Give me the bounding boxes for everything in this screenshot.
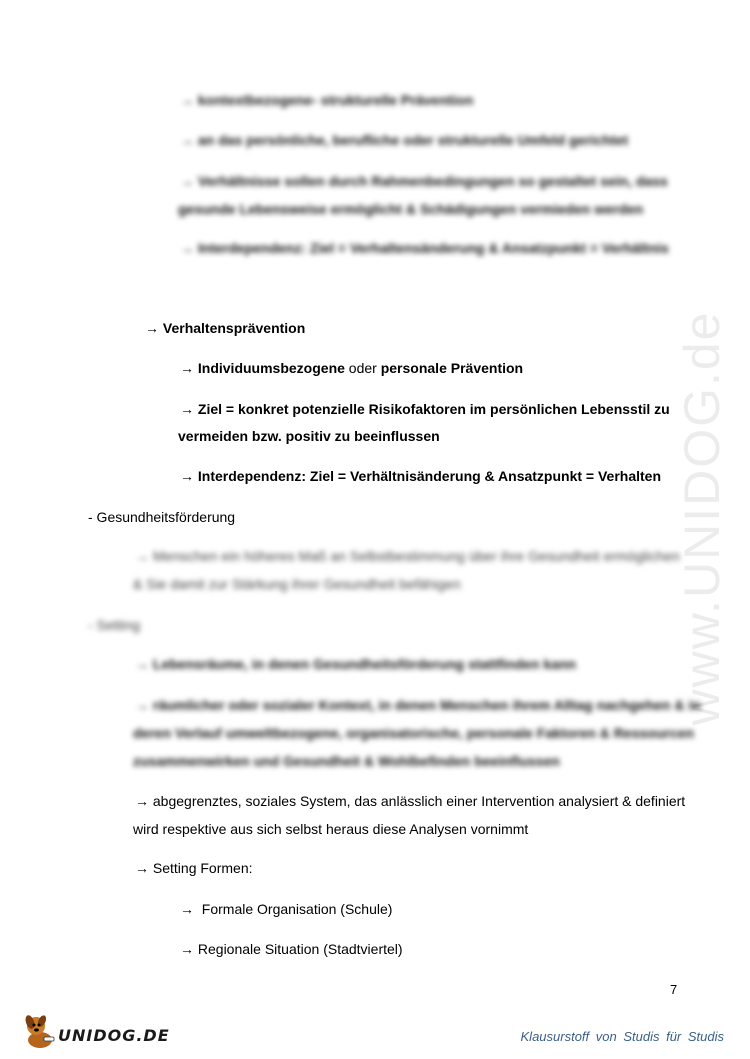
- gesundheit-heading: - Gesundheitsförderung: [88, 509, 236, 525]
- arrow-right-icon: →: [180, 468, 194, 484]
- blurred-line: gesunde Lebensweise ermöglicht & Schädigungen vermieden werden: [178, 201, 644, 217]
- verhaltens-item: → Interdependenz: Ziel = Verhältnisänderung & Ansatzpunkt = Verhalten: [180, 468, 662, 484]
- arrow-right-icon: →: [145, 320, 159, 336]
- verhaltens-heading: → Verhaltensprävention: [145, 320, 306, 336]
- setting-form-item: → Formale Organisation (Schule): [180, 901, 393, 917]
- setting-formen: → Setting Formen:: [135, 860, 253, 876]
- blurred-line: → Lebensräume, in denen Gesundheitsförderung stattfinden kann: [135, 656, 577, 672]
- arrow-right-icon: →: [180, 941, 194, 957]
- blurred-line: → an das persönliche, berufliche oder strukturelle Umfeld gerichtet: [180, 132, 629, 148]
- blurred-line: → Verhältnisse sollen durch Rahmenbedingungen so gestaltet sein, dass: [180, 173, 668, 189]
- arrow-right-icon: →: [135, 793, 149, 809]
- blurred-line: → Menschen ein höheres Maß an Selbstbestimmung über ihre Gesundheit ermöglichen: [135, 548, 680, 564]
- arrow-right-icon: →: [135, 860, 149, 876]
- blurred-line: → Interdependenz: Ziel = Verhaltensänderung & Ansatzpunkt = Verhältnis: [180, 240, 669, 256]
- unidog-logo: [22, 1012, 170, 1052]
- blurred-heading: - Setting: [88, 617, 141, 633]
- arrow-right-icon: →: [180, 401, 194, 417]
- verhaltens-item: → Ziel = konkret potenzielle Risikofaktoren im persönlichen Lebensstil zu: [180, 401, 670, 417]
- blurred-line: zusammenwirken und Gesundheit & Wohlbefinden beeinflussen: [133, 753, 560, 769]
- verhaltens-item: → Individuumsbezogene oder personale Prävention: [180, 360, 524, 376]
- blurred-line: → räumlicher oder sozialer Kontext, in denen Menschen ihrem Alltag nachgehen & in: [135, 697, 701, 713]
- blurred-line: → kontextbezogene- strukturelle Prävention: [180, 92, 474, 108]
- arrow-right-icon: →: [180, 901, 194, 917]
- blurred-line: deren Verlauf umweltbezogene, organisatorische, personale Faktoren & Ressourcen: [133, 725, 694, 741]
- verhaltens-item-continued: vermeiden bzw. positiv zu beeinflussen: [178, 428, 440, 444]
- logo-text: UNIDOG.DE: [58, 1026, 170, 1045]
- page-number: 7: [670, 982, 678, 997]
- dog-icon: [22, 1012, 62, 1052]
- setting-definition-continued: wird respektive aus sich selbst heraus diese Analysen vornimmt: [133, 821, 529, 837]
- blurred-line: & Sie damit zur Stärkung ihrer Gesundheit befähigen: [133, 576, 461, 592]
- watermark: www.UNIDOG.de: [674, 310, 730, 726]
- footer-claim: Klausurstoff von Studis für Studis: [520, 1029, 724, 1044]
- setting-form-item: → Regionale Situation (Stadtviertel): [180, 941, 403, 957]
- arrow-right-icon: →: [180, 360, 194, 376]
- setting-definition: → abgegrenztes, soziales System, das anlässlich einer Intervention analysiert & definiert: [135, 793, 686, 809]
